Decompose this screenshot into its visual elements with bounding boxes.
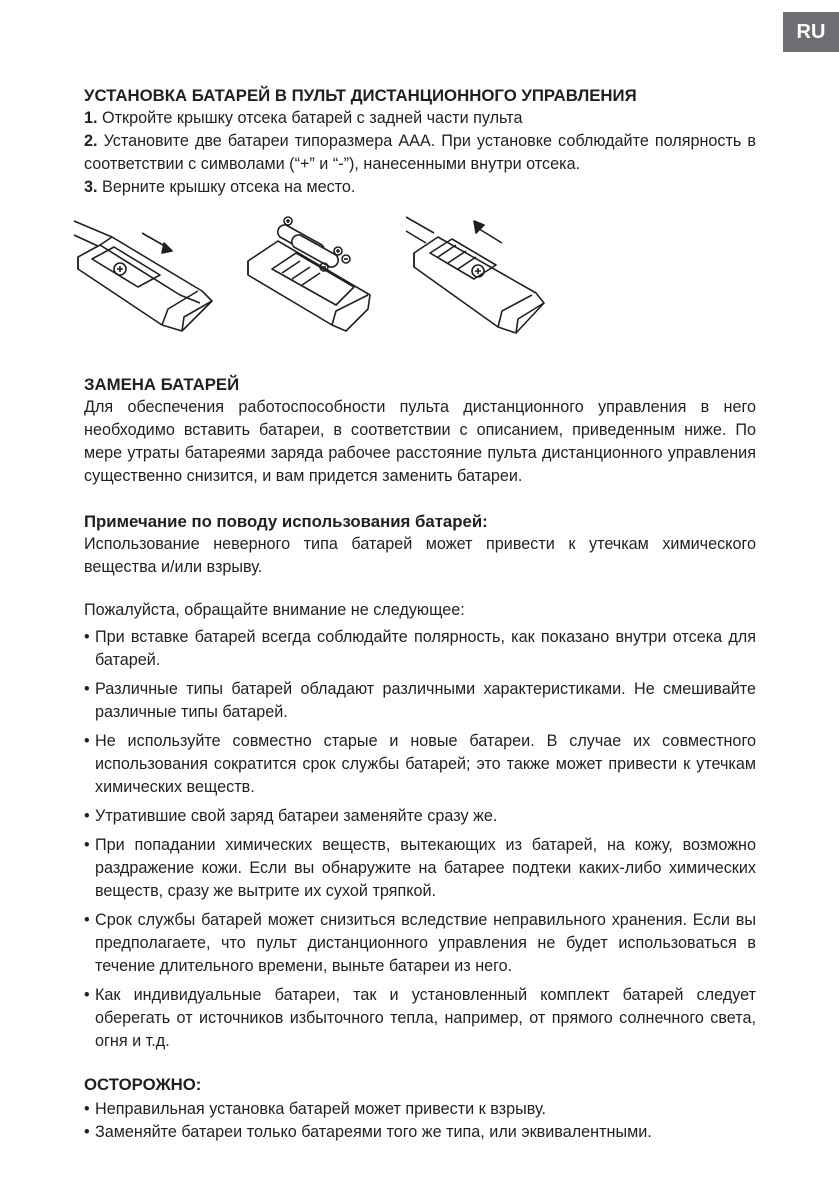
list-item: • Срок службы батарей может снизиться вследствие неправильного хранения. Если вы предполагаете, что пульт дистанционного управления не будет использоваться в течение длительного времени, выньте батареи из него. (84, 909, 756, 978)
step-number: 3. (84, 178, 98, 196)
install-step-1 (84, 107, 756, 130)
caution-title: ОСТОРОЖНО: (84, 1075, 202, 1094)
caution-bullet-list (84, 1098, 756, 1144)
note-title: Примечание по поводу использования батарей: (84, 512, 488, 531)
install-step-2 (84, 130, 756, 176)
list-item: • Неправильная установка батарей может привести к взрыву. (84, 1098, 756, 1121)
install-step-3 (84, 176, 756, 199)
language-tab: RU (783, 12, 839, 52)
install-title: УСТАНОВКА БАТАРЕЙ В ПУЛЬТ ДИСТАНЦИОННОГО УПРАВЛЕНИЯ (84, 86, 637, 105)
remote-open-cover-image (72, 213, 222, 343)
list-item: • Заменяйте батареи только батареями того же типа, или эквивалентными. (84, 1121, 756, 1144)
note-intro: Пожалуйста, обращайте внимание не следующее: (84, 601, 465, 619)
note-text: Использование неверного типа батарей может привести к утечкам химического вещества и/или взрыву. (84, 535, 756, 576)
battery-install-illustration (72, 213, 562, 353)
list-item: • Как индивидуальные батареи, так и установленный комплект батарей следует оберегать от источников избыточного тепла, например, от прямого солнечного света, огня и т.д. (84, 984, 756, 1053)
list-item: • Утратившие свой заряд батареи заменяйте сразу же. (84, 805, 756, 828)
list-item: • Различные типы батарей обладают различными характеристиками. Не смешивайте различные типы батарей. (84, 678, 756, 724)
remote-close-cover-image (404, 213, 554, 343)
remote-batteries-image (242, 213, 392, 343)
note-bullet-list (84, 626, 756, 1053)
replace-text: Для обеспечения работоспособности пульта дистанционного управления в него необходимо вставить батареи, в соответствии с описанием, приведенным ниже. По мере утраты батареями заряда рабочее расстояние пульта дистанционного управления существенно снизится, и вам придется заменить батареи. (84, 398, 756, 485)
list-item: • Не используйте совместно старые и новые батареи. В случае их совместного использования сократится срок службы батарей; это также может привести к утечкам химических веществ. (84, 730, 756, 799)
step-number: 2. (84, 132, 98, 150)
step-number: 1. (84, 109, 98, 127)
step-text: Откройте крышку отсека батарей с задней части пульта (102, 109, 523, 127)
replace-title: ЗАМЕНА БАТАРЕЙ (84, 375, 240, 394)
list-item: • При вставке батарей всегда соблюдайте полярность, как показано внутри отсека для батарей. (84, 626, 756, 672)
step-text: Верните крышку отсека на место. (102, 178, 356, 196)
step-text: Установите две батареи типоразмера ААА. При установке соблюдайте полярность в соответствии с символами (“+” и “-”), нанесенными внутри отсека. (84, 132, 757, 173)
list-item: • При попадании химических веществ, вытекающих из батарей, на кожу, возможно раздражение кожи. Если вы обнаружите на батарее подтеки каких-либо химических веществ, сразу же вытрите их сухой тряпкой. (84, 834, 756, 903)
page-content (84, 84, 756, 1144)
